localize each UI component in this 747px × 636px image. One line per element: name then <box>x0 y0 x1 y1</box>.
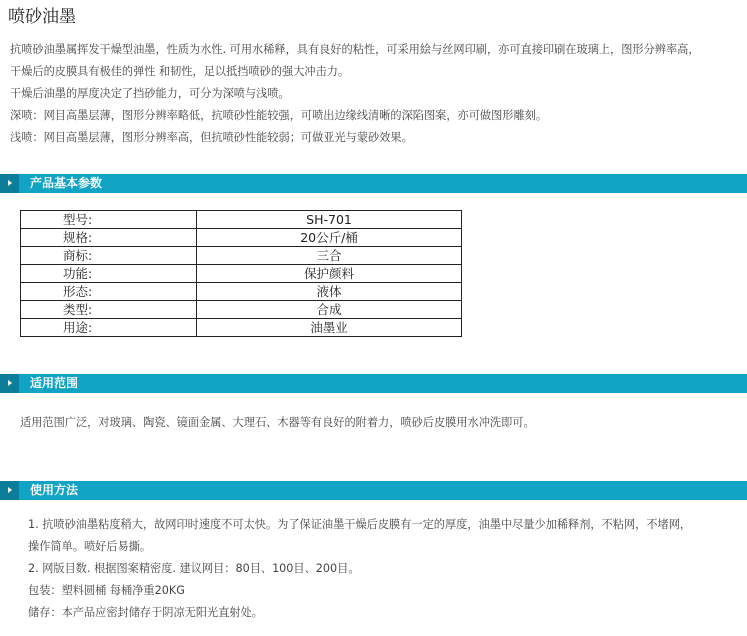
usage-line-5: 储存：本产品应密封储存于阴凉无阳光直射处。 <box>28 606 263 619</box>
section-header-usage <box>0 481 747 500</box>
param-value: 液体 <box>197 283 462 301</box>
table-row <box>21 283 462 301</box>
params-table <box>20 210 462 337</box>
table-row <box>21 319 462 337</box>
param-key: 型号: <box>21 211 197 229</box>
param-key: 规格: <box>21 229 197 247</box>
param-value: 油墨业 <box>197 319 462 337</box>
table-row <box>21 247 462 265</box>
usage-line-2: 操作简单。喷好后易撕。 <box>28 540 152 553</box>
param-key: 功能: <box>21 265 197 283</box>
param-key: 形态: <box>21 283 197 301</box>
intro-line-5: 浅喷：网目高墨层薄，图形分辨率高，但抗喷砂性能较弱；可做亚光与蒙砂效果。 <box>10 131 413 144</box>
intro-line-3: 干燥后油墨的厚度决定了挡砂能力，可分为深喷与浅喷。 <box>10 87 290 100</box>
param-value: 三合 <box>197 247 462 265</box>
table-row <box>21 265 462 283</box>
section-header-params <box>0 174 747 193</box>
table-row <box>21 301 462 319</box>
param-key: 商标: <box>21 247 197 265</box>
section-title-usage: 使用方法 <box>30 483 79 497</box>
param-value: 保护颜料 <box>197 265 462 283</box>
intro-line-1: 抗喷砂油墨属挥发干燥型油墨，性质为水性. 可用水稀释，具有良好的粘性，可采用絵与丝网印刷，亦可直接印刷在玻璃上，图形分辨率高， <box>10 43 700 56</box>
param-key: 类型: <box>21 301 197 319</box>
usage-line-1: 1. 抗喷砂油墨粘度稍大，故网印时速度不可太快。为了保证油墨干燥后皮膜有一定的厚度，油墨中尽量少加稀释剂，不粘网，不堵网， <box>28 518 692 531</box>
table-row <box>21 211 462 229</box>
usage-line-3: 2. 网版目数. 根据图案精密度. 建议网目：80目、100目、200目。 <box>28 562 360 575</box>
intro-line-4: 深喷：网目高墨层薄，图形分辨率略低，抗喷砂性能较强，可喷出边缘线清晰的深陷图案，亦可做图形雕刻。 <box>10 109 548 122</box>
page-title: 喷砂油墨 <box>8 7 76 27</box>
param-value: SH-701 <box>197 211 462 229</box>
intro-line-2: 干燥后的皮膜具有极佳的弹性 和韧性，足以抵挡喷砂的强大冲击力。 <box>10 65 350 78</box>
section-header-scope <box>0 374 747 393</box>
arrow-right-icon <box>0 374 19 393</box>
table-row <box>21 229 462 247</box>
scope-text: 适用范围广泛，对玻璃、陶瓷、镜面金属、大理石、木器等有良好的附着力，喷砂后皮膜用水冲洗即可。 <box>20 416 535 429</box>
param-key: 用途: <box>21 319 197 337</box>
arrow-right-icon <box>0 174 19 193</box>
param-value: 合成 <box>197 301 462 319</box>
param-value: 20公斤/桶 <box>197 229 462 247</box>
section-title-params: 产品基本参数 <box>30 176 103 190</box>
section-title-scope: 适用范围 <box>30 376 79 390</box>
arrow-right-icon <box>0 481 19 500</box>
usage-line-4: 包装：塑料圆桶 每桶净重20KG <box>28 584 185 597</box>
